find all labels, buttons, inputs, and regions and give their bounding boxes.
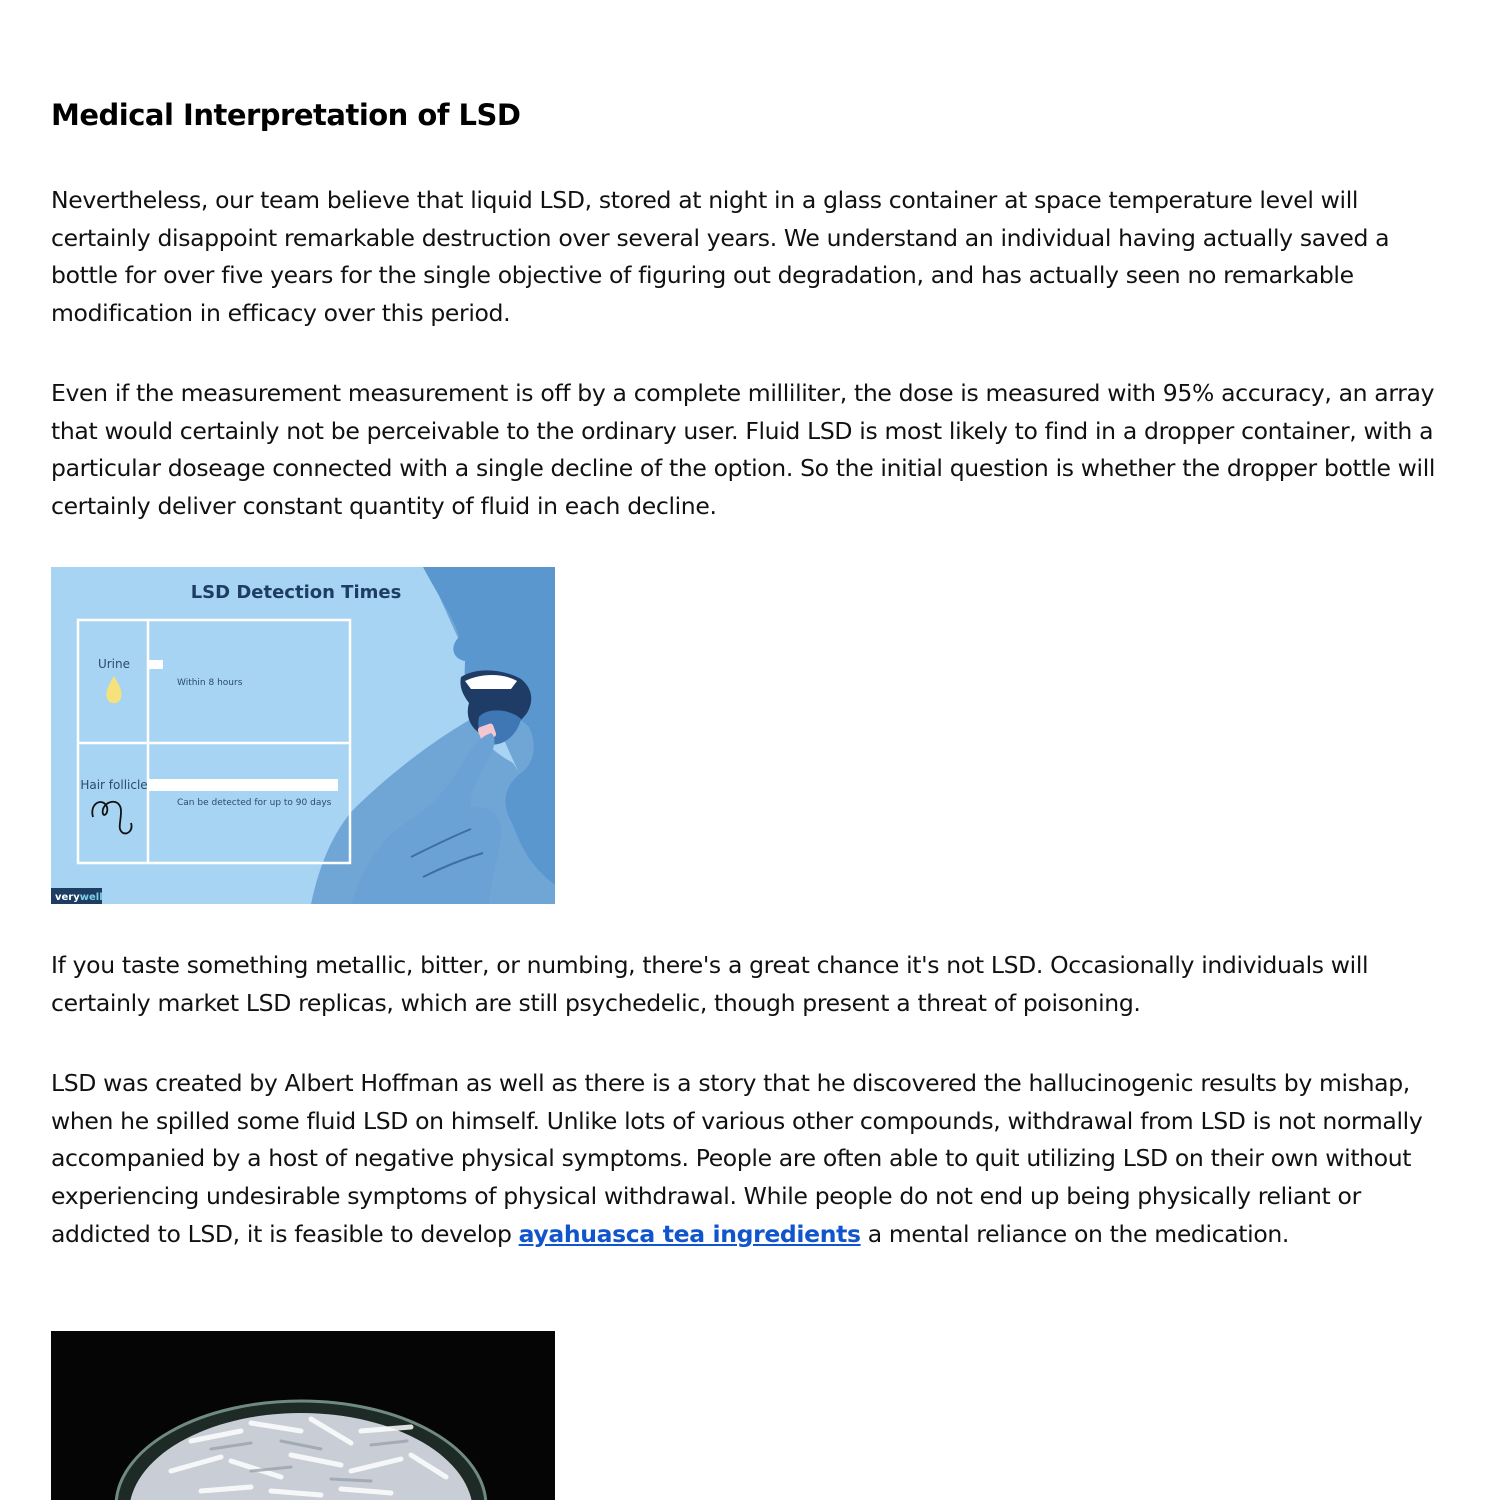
paragraph-storage: Nevertheless, our team believe that liquid LSD, stored at night in a glass container at space temperature level will certainly disappoint remarkable destruction over several years. We understand an individual having actually saved a bottle for over five years for the single objective of figuring out degradation, and has actually seen no remarkable modification in efficacy over this period. — [51, 186, 1390, 328]
infographic-graphic — [51, 567, 555, 904]
paragraph-taste-warning: If you taste something metallic, bitter, or numbing, there's a great chance it's not LSD. Occasionally individuals will certainly market LSD replicas, which are still psychedelic, though present a threat of poisoning. — [51, 951, 1369, 1017]
lsd-crystals-photo — [51, 1331, 555, 1500]
crystals-photo-graphic — [51, 1331, 555, 1500]
urine-label: Urine — [97, 657, 131, 671]
hair-follicle-label: Hair follicle — [80, 778, 148, 792]
lsd-detection-times-infographic — [51, 567, 555, 904]
page-title: Medical Interpretation of LSD — [51, 98, 521, 132]
infographic-title: LSD Detection Times — [190, 582, 402, 603]
urine-note: Within 8 hours — [177, 678, 243, 688]
paragraph-history-end: a mental reliance on the medication. — [860, 1219, 1290, 1248]
hair-follicle-note: Can be detected for up to 90 days — [177, 798, 332, 808]
verywell-logo-part2: well — [79, 892, 103, 903]
verywell-logo-part1: very — [55, 892, 80, 903]
paragraph-history — [51, 1065, 1446, 1254]
paragraph-measurement: Even if the measurement measurement is off by a complete milliliter, the dose is measured with 95% accuracy, an array that would certainly not be perceivable to the ordinary user. Fluid LSD is most likely to find in a dropper container, with a particular doseage connected with a single decline of the option. So the initial question is whether the dropper bottle will certainly deliver constant quantity of fluid in each decline. — [51, 379, 1436, 521]
hair-detection-bar — [148, 779, 338, 791]
verywell-logo — [55, 892, 103, 903]
urine-detection-bar — [148, 660, 163, 669]
paragraph-history-text: LSD was created by Albert Hoffman as well as there is a story that he discovered the hallucinogenic results by mishap, when he spilled some fluid LSD on himself. Unlike lots of various other compounds, withdrawal from LSD is not normally accompanied by a host of negative physical symptoms. People are often able to quit utilizing LSD on their own without experiencing undesirable symptoms of physical withdrawal. While people do not end up being physically reliant or addicted to LSD, it is feasible to develop — [51, 1069, 1423, 1248]
ayahuasca-link[interactable]: ayahuasca tea ingredients — [518, 1219, 861, 1248]
